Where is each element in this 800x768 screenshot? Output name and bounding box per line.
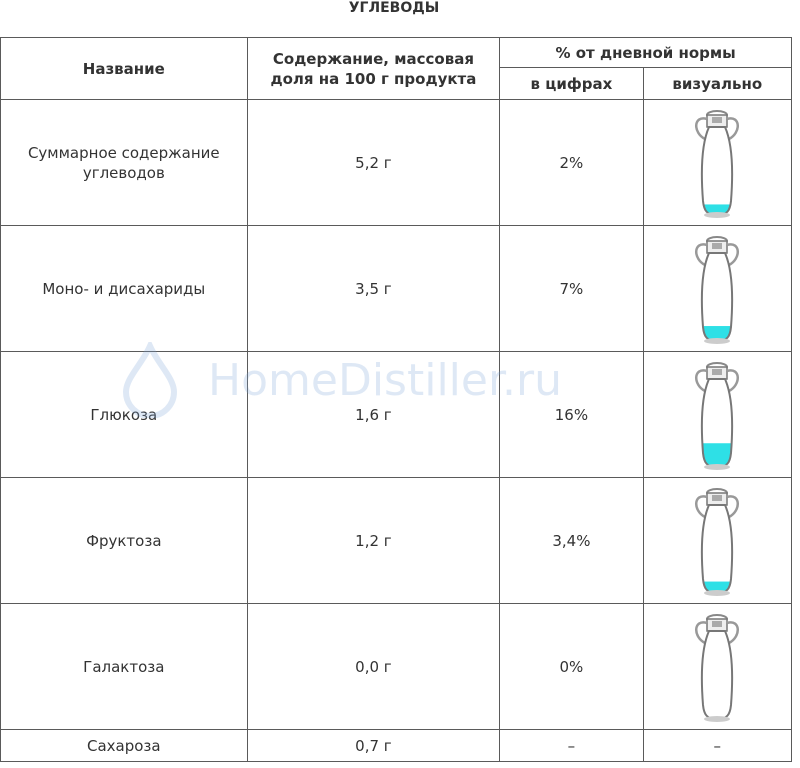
row-name: Суммарное содержание углеводов <box>1 100 248 226</box>
row-name: Галактоза <box>1 604 248 730</box>
row-visual <box>643 100 791 226</box>
row-percent: 3,4% <box>500 478 643 604</box>
row-visual-text: – <box>643 730 791 762</box>
row-content: 1,2 г <box>247 478 500 604</box>
row-percent: 0% <box>500 604 643 730</box>
row-content: 5,2 г <box>247 100 500 226</box>
vase-base <box>704 464 730 470</box>
vase-outline <box>702 505 732 593</box>
row-percent: – <box>500 730 643 762</box>
row-visual <box>643 352 791 478</box>
header-visual: визуально <box>643 68 791 100</box>
vase-icon <box>687 483 747 599</box>
table-title: УГЛЕВОДЫ <box>348 0 440 16</box>
row-visual <box>643 604 791 730</box>
vase-base <box>704 716 730 722</box>
vase-icon <box>687 609 747 725</box>
header-name: Название <box>1 38 248 100</box>
row-content: 1,6 г <box>247 352 500 478</box>
row-visual <box>643 478 791 604</box>
table-row <box>1 226 792 352</box>
watermark-text: HomeDistiller.ru <box>208 354 562 406</box>
row-content: 0,7 г <box>247 730 500 762</box>
carbohydrates-table <box>0 37 792 762</box>
table-row <box>1 352 792 478</box>
vase-base <box>704 590 730 596</box>
vase-icon <box>687 231 747 347</box>
row-percent: 7% <box>500 226 643 352</box>
row-content: 0,0 г <box>247 604 500 730</box>
row-name: Глюкоза <box>1 352 248 478</box>
table-row <box>1 604 792 730</box>
row-name: Моно- и дисахариды <box>1 226 248 352</box>
row-percent: 2% <box>500 100 643 226</box>
row-content: 3,5 г <box>247 226 500 352</box>
table-row <box>1 478 792 604</box>
vase-icon <box>687 357 747 473</box>
row-percent: 16% <box>500 352 643 478</box>
vase-outline <box>702 127 732 215</box>
vase-base <box>704 338 730 344</box>
row-name: Сахароза <box>1 730 248 762</box>
vase-base <box>704 212 730 218</box>
table-row <box>1 730 792 762</box>
header-daily: % от дневной нормы <box>500 38 792 68</box>
header-numeric: в цифрах <box>500 68 643 100</box>
row-name: Фруктоза <box>1 478 248 604</box>
vase-outline <box>702 631 732 719</box>
header-content: Содержание, массовая доля на 100 г продукта <box>247 38 500 100</box>
table-row <box>1 100 792 226</box>
vase-icon <box>687 105 747 221</box>
row-visual <box>643 226 791 352</box>
